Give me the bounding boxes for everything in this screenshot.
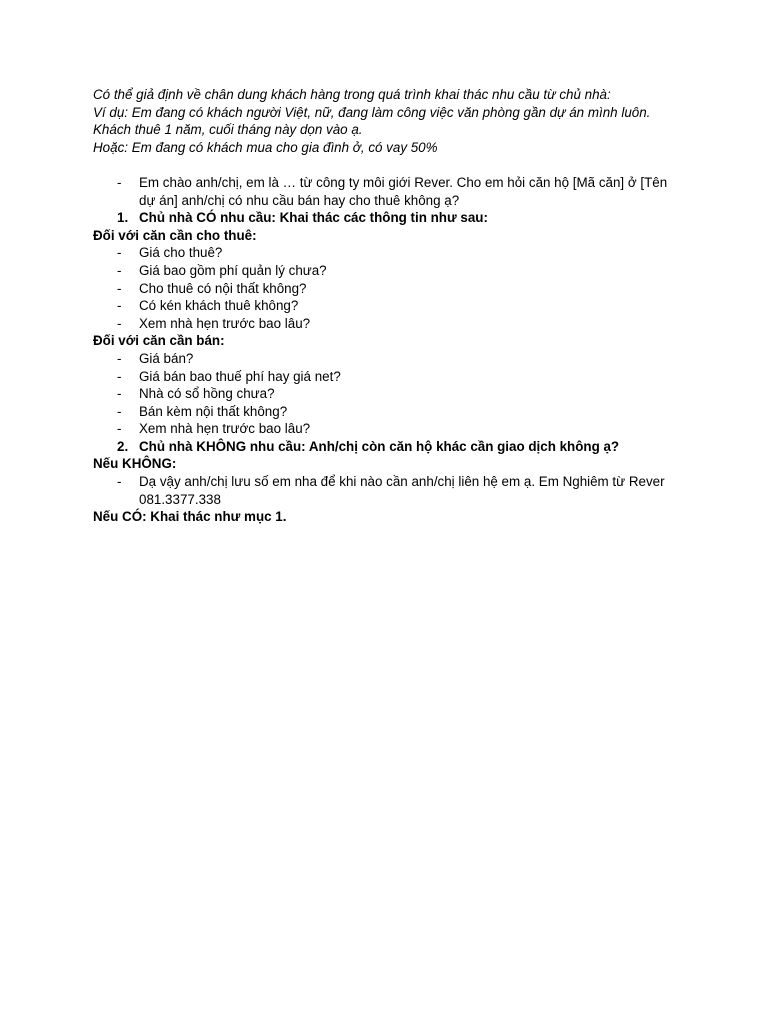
intro-line-2: Ví dụ: Em đang có khách người Việt, nữ, đang làm công việc văn phòng gần dự án mình luôn. Khách thuê 1 năm, cuối tháng này dọn vào ạ. <box>93 104 651 138</box>
greeting-item <box>93 174 683 209</box>
if-no-heading: Nếu KHÔNG: <box>93 456 177 472</box>
section-2-title <box>93 438 683 456</box>
list-item: - Bán kèm nội thất không? <box>117 403 288 419</box>
section-1-title <box>93 209 683 227</box>
list-item: - Giá bao gồm phí quản lý chưa? <box>117 262 327 278</box>
list-item: - Cho thuê có nội thất không? <box>117 280 307 296</box>
list-item: - Giá bán bao thuế phí hay giá net? <box>117 368 341 384</box>
section-1-number: 1. <box>117 210 129 226</box>
list-item: - Giá cho thuê? <box>117 245 223 261</box>
if-yes-heading: Nếu CÓ: Khai thác như mục 1. <box>93 509 287 525</box>
rent-heading: Đối với căn cần cho thuê: <box>93 227 257 243</box>
section-2-number: 2. <box>117 438 129 454</box>
list-item: - Nhà có sổ hồng chưa? <box>117 386 275 402</box>
section-1-text: Chủ nhà CÓ nhu cầu: Khai thác các thông tin như sau: <box>139 210 488 226</box>
if-no-text: Dạ vậy anh/chị lưu số em nha để khi nào cần anh/chị liên hệ em ạ. Em Nghiêm từ Rever 081.3377.338 <box>139 474 665 507</box>
dash-marker: - <box>117 474 122 490</box>
intro-line-1: Có thể giả định về chân dung khách hàng trong quá trình khai thác nhu cầu từ chủ nhà: <box>93 87 611 102</box>
blank-line <box>93 156 683 174</box>
rent-list <box>93 244 683 332</box>
list-item: - Có kén khách thuê không? <box>117 298 299 314</box>
if-no-item <box>93 473 683 508</box>
sell-list <box>93 350 683 438</box>
list-item: - Xem nhà hẹn trước bao lâu? <box>117 421 311 437</box>
sell-heading: Đối với căn cần bán: <box>93 333 225 349</box>
intro-line-3: Hoặc: Em đang có khách mua cho gia đình ở, có vay 50% <box>93 139 438 155</box>
section-2-text: Chủ nhà KHÔNG nhu cầu: Anh/chị còn căn hộ khác cần giao dịch không ạ? <box>139 438 620 454</box>
intro-block <box>93 86 683 156</box>
greeting-text: Em chào anh/chị, em là … từ công ty môi giới Rever. Cho em hỏi căn hộ [Mã căn] ở [Tên dự án] anh/chị có nhu cầu bán hay cho thuê không ạ? <box>139 174 668 208</box>
document-page <box>93 86 683 526</box>
list-item: - Xem nhà hẹn trước bao lâu? <box>117 315 311 331</box>
dash-marker: - <box>117 174 122 190</box>
list-item: - Giá bán? <box>117 350 194 366</box>
